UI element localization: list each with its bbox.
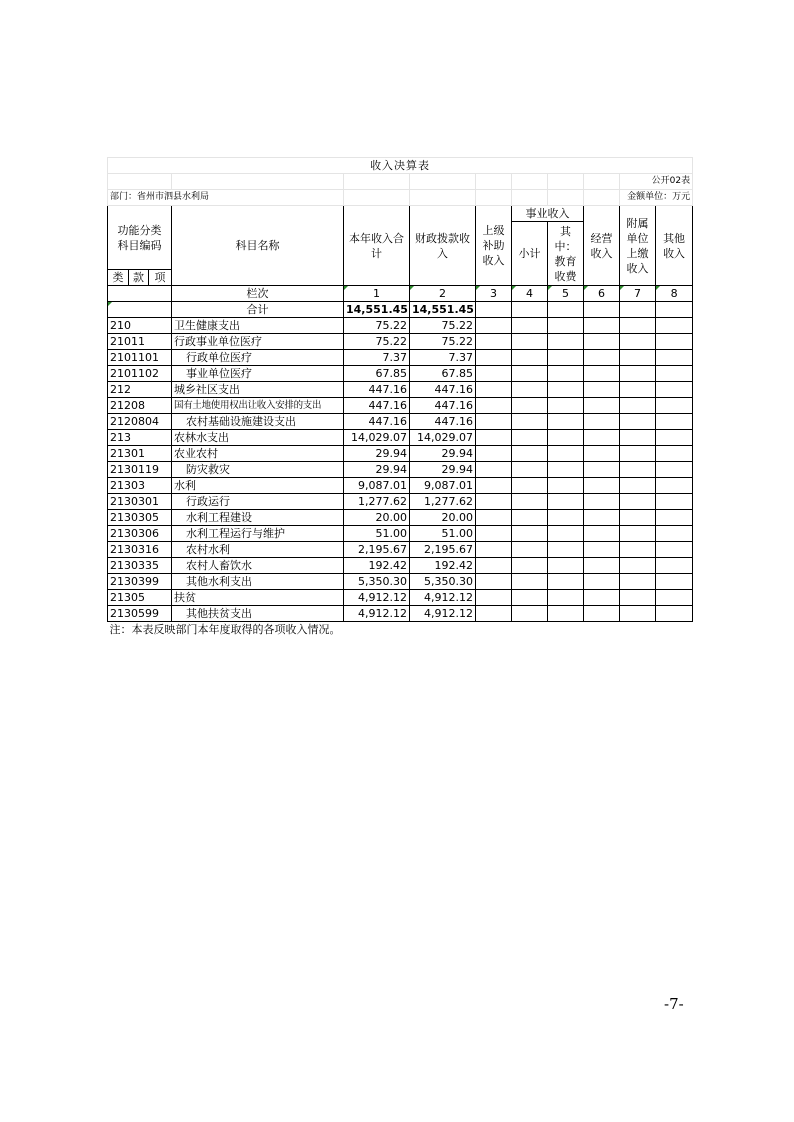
total-income: 4,912.12 (344, 590, 410, 606)
header-career-edu: 其中：教育收费 (548, 222, 584, 286)
total-income: 67.85 (344, 366, 410, 382)
total-income: 29.94 (344, 462, 410, 478)
empty-cell (512, 318, 548, 334)
subject-code: 213 (108, 430, 172, 446)
income-final-accounts-sheet (107, 157, 692, 637)
empty-cell (584, 590, 620, 606)
subject-name: 其他扶贫支出 (172, 606, 344, 622)
table-row (108, 478, 693, 494)
total-income: 192.42 (344, 558, 410, 574)
empty-cell (476, 318, 512, 334)
empty-cell (548, 574, 584, 590)
total-income: 75.22 (344, 334, 410, 350)
empty-cell (584, 574, 620, 590)
empty-cell (656, 542, 693, 558)
empty-cell (620, 590, 656, 606)
empty-cell (584, 526, 620, 542)
header-other: 其他收入 (656, 206, 693, 286)
empty-cell (476, 558, 512, 574)
empty-cell (584, 542, 620, 558)
column-label: 栏次 (172, 286, 344, 302)
fiscal-income: 9,087.01 (410, 478, 476, 494)
empty-cell (584, 510, 620, 526)
empty-cell (656, 590, 693, 606)
empty-cell (656, 414, 693, 430)
empty-cell (512, 414, 548, 430)
table-note: 注：本表反映部门本年度取得的各项收入情况。 (108, 622, 693, 638)
empty-cell (620, 574, 656, 590)
empty-cell (584, 366, 620, 382)
table-row (108, 526, 693, 542)
fiscal-income: 7.37 (410, 350, 476, 366)
empty-cell (548, 494, 584, 510)
subject-name: 水利工程建设 (172, 510, 344, 526)
empty-cell (512, 510, 548, 526)
empty-cell (476, 430, 512, 446)
subject-code: 2130399 (108, 574, 172, 590)
empty-cell (656, 478, 693, 494)
empty-cell (476, 606, 512, 622)
total-income: 2,195.67 (344, 542, 410, 558)
empty-cell (476, 574, 512, 590)
empty-cell (656, 494, 693, 510)
column-number: 6 (584, 286, 620, 302)
total-income: 9,087.01 (344, 478, 410, 494)
total-income: 447.16 (344, 398, 410, 414)
empty-cell (620, 366, 656, 382)
empty-cell (548, 606, 584, 622)
subject-name: 国有土地使用权出让收入安排的支出 (172, 398, 344, 414)
header-xiang: 项 (149, 270, 172, 286)
subject-name: 卫生健康支出 (172, 318, 344, 334)
empty-cell (512, 382, 548, 398)
column-number: 8 (656, 286, 693, 302)
table-row (108, 430, 693, 446)
fiscal-income: 4,912.12 (410, 606, 476, 622)
empty-cell (512, 398, 548, 414)
empty-cell (476, 494, 512, 510)
subject-code: 2130599 (108, 606, 172, 622)
subject-code: 2101102 (108, 366, 172, 382)
empty-cell (656, 398, 693, 414)
header-kuan: 款 (129, 270, 149, 286)
empty-cell (656, 350, 693, 366)
empty-cell (584, 334, 620, 350)
empty-cell (656, 366, 693, 382)
table-row (108, 382, 693, 398)
header-affiliated: 附属单位上缴收入 (620, 206, 656, 286)
fiscal-income: 29.94 (410, 446, 476, 462)
header-career: 事业收入 (512, 206, 584, 222)
fiscal-income: 4,912.12 (410, 590, 476, 606)
empty-cell (620, 446, 656, 462)
header-career-subtotal: 小计 (512, 222, 548, 286)
subject-code: 2120804 (108, 414, 172, 430)
subject-name: 农林水支出 (172, 430, 344, 446)
fiscal-income: 447.16 (410, 414, 476, 430)
empty-cell (512, 542, 548, 558)
empty-cell (548, 462, 584, 478)
subject-name: 农村基础设施建设支出 (172, 414, 344, 430)
empty-cell (476, 542, 512, 558)
empty-cell (584, 606, 620, 622)
unit-label: 金额单位：万元 (620, 190, 693, 206)
income-table (107, 157, 693, 637)
empty-cell (548, 382, 584, 398)
empty-cell (620, 318, 656, 334)
subject-name: 扶贫 (172, 590, 344, 606)
table-row (108, 606, 693, 622)
empty-cell (512, 462, 548, 478)
empty-cell (476, 462, 512, 478)
subject-code: 2101101 (108, 350, 172, 366)
table-row (108, 318, 693, 334)
fiscal-income: 5,350.30 (410, 574, 476, 590)
empty-cell (584, 350, 620, 366)
empty-cell (656, 526, 693, 542)
fiscal-income: 192.42 (410, 558, 476, 574)
empty-cell (656, 446, 693, 462)
empty-cell (584, 558, 620, 574)
subject-name: 其他水利支出 (172, 574, 344, 590)
empty-cell (620, 398, 656, 414)
empty-cell (584, 462, 620, 478)
table-row (108, 350, 693, 366)
table-row (108, 366, 693, 382)
total-income: 14,029.07 (344, 430, 410, 446)
column-number-row (108, 286, 693, 302)
subject-code: 2130305 (108, 510, 172, 526)
empty-cell (548, 590, 584, 606)
fiscal-income: 447.16 (410, 382, 476, 398)
fiscal-income: 67.85 (410, 366, 476, 382)
empty-cell (476, 366, 512, 382)
total-income: 5,350.30 (344, 574, 410, 590)
column-number: 7 (620, 286, 656, 302)
empty-cell (512, 478, 548, 494)
empty-cell (548, 318, 584, 334)
total-fiscal-value: 14,551.45 (410, 302, 476, 318)
subject-name: 行政事业单位医疗 (172, 334, 344, 350)
table-row (108, 574, 693, 590)
header-subsidy: 上级补助收入 (476, 206, 512, 286)
fiscal-income: 75.22 (410, 318, 476, 334)
empty-cell (548, 526, 584, 542)
table-row (108, 462, 693, 478)
total-income: 1,277.62 (344, 494, 410, 510)
total-income: 4,912.12 (344, 606, 410, 622)
empty-cell (512, 430, 548, 446)
empty-cell (656, 510, 693, 526)
fiscal-income: 29.94 (410, 462, 476, 478)
table-row (108, 398, 693, 414)
empty-cell (548, 414, 584, 430)
form-code: 公开02表 (620, 174, 693, 190)
subject-name: 事业单位医疗 (172, 366, 344, 382)
empty-cell (584, 494, 620, 510)
empty-cell (584, 318, 620, 334)
subject-code: 21011 (108, 334, 172, 350)
empty-cell (620, 350, 656, 366)
header-lei: 类 (108, 270, 129, 286)
empty-cell (476, 350, 512, 366)
empty-cell (548, 398, 584, 414)
total-income: 447.16 (344, 414, 410, 430)
department-label: 部门：省州市泗县水利局 (108, 190, 344, 206)
table-row (108, 590, 693, 606)
total-label: 合计 (172, 302, 344, 318)
subject-code: 2130119 (108, 462, 172, 478)
fiscal-income: 1,277.62 (410, 494, 476, 510)
empty-cell (620, 430, 656, 446)
fiscal-income: 14,029.07 (410, 430, 476, 446)
empty-cell (512, 494, 548, 510)
empty-cell (476, 398, 512, 414)
empty-cell (620, 542, 656, 558)
empty-cell (548, 350, 584, 366)
subject-name: 行政运行 (172, 494, 344, 510)
column-number: 2 (410, 286, 476, 302)
empty-cell (512, 350, 548, 366)
total-income: 447.16 (344, 382, 410, 398)
empty-cell (620, 510, 656, 526)
empty-cell (512, 334, 548, 350)
subject-code: 21301 (108, 446, 172, 462)
total-income: 51.00 (344, 526, 410, 542)
subject-name: 防灾救灾 (172, 462, 344, 478)
subject-name: 农业农村 (172, 446, 344, 462)
empty-cell (476, 590, 512, 606)
subject-code: 21208 (108, 398, 172, 414)
subject-name: 行政单位医疗 (172, 350, 344, 366)
empty-cell (656, 318, 693, 334)
empty-cell (512, 574, 548, 590)
empty-cell (548, 510, 584, 526)
empty-cell (476, 414, 512, 430)
empty-cell (476, 334, 512, 350)
subject-code: 2130301 (108, 494, 172, 510)
empty-cell (620, 558, 656, 574)
subject-code: 2130306 (108, 526, 172, 542)
empty-cell (548, 430, 584, 446)
fiscal-income: 2,195.67 (410, 542, 476, 558)
empty-cell (512, 526, 548, 542)
empty-cell (620, 494, 656, 510)
empty-cell (620, 462, 656, 478)
total-row (108, 302, 693, 318)
empty-cell (548, 366, 584, 382)
empty-cell (656, 606, 693, 622)
subject-name: 水利 (172, 478, 344, 494)
subject-code: 21305 (108, 590, 172, 606)
column-number: 4 (512, 286, 548, 302)
empty-cell (512, 590, 548, 606)
table-row (108, 510, 693, 526)
header-total: 本年收入合计 (344, 206, 410, 286)
empty-cell (476, 382, 512, 398)
subject-code: 2130316 (108, 542, 172, 558)
table-row (108, 446, 693, 462)
empty-cell (548, 558, 584, 574)
empty-cell (584, 398, 620, 414)
empty-cell (512, 606, 548, 622)
empty-cell (548, 542, 584, 558)
empty-cell (548, 446, 584, 462)
empty-cell (620, 382, 656, 398)
empty-cell (512, 366, 548, 382)
subject-name: 农村水利 (172, 542, 344, 558)
empty-cell (476, 526, 512, 542)
empty-cell (584, 382, 620, 398)
total-income-value: 14,551.45 (344, 302, 410, 318)
empty-cell (620, 526, 656, 542)
empty-cell (584, 414, 620, 430)
total-income: 7.37 (344, 350, 410, 366)
empty-cell (584, 478, 620, 494)
subject-code: 21303 (108, 478, 172, 494)
empty-cell (584, 446, 620, 462)
total-income: 20.00 (344, 510, 410, 526)
empty-cell (512, 558, 548, 574)
empty-cell (620, 606, 656, 622)
table-row (108, 414, 693, 430)
subject-name: 城乡社区支出 (172, 382, 344, 398)
empty-cell (620, 334, 656, 350)
empty-cell (476, 446, 512, 462)
subject-code: 212 (108, 382, 172, 398)
empty-cell (656, 574, 693, 590)
empty-cell (548, 478, 584, 494)
fiscal-income: 447.16 (410, 398, 476, 414)
empty-cell (620, 478, 656, 494)
empty-cell (656, 462, 693, 478)
empty-cell (656, 334, 693, 350)
table-row (108, 334, 693, 350)
empty-cell (476, 510, 512, 526)
empty-cell (656, 382, 693, 398)
subject-code: 2130335 (108, 558, 172, 574)
header-subject-name: 科目名称 (172, 206, 344, 286)
empty-cell (656, 558, 693, 574)
empty-cell (548, 334, 584, 350)
fiscal-income: 20.00 (410, 510, 476, 526)
fiscal-income: 75.22 (410, 334, 476, 350)
subject-code: 210 (108, 318, 172, 334)
table-row (108, 542, 693, 558)
fiscal-income: 51.00 (410, 526, 476, 542)
empty-cell (656, 430, 693, 446)
page-number: -7- (664, 995, 684, 1013)
table-row (108, 558, 693, 574)
header-func-code: 功能分类科目编码 (108, 206, 172, 270)
table-title: 收入决算表 (108, 158, 693, 174)
column-number: 3 (476, 286, 512, 302)
empty-cell (620, 414, 656, 430)
column-number: 5 (548, 286, 584, 302)
total-income: 29.94 (344, 446, 410, 462)
empty-cell (512, 446, 548, 462)
header-fiscal: 财政拨款收入 (410, 206, 476, 286)
total-income: 75.22 (344, 318, 410, 334)
column-number: 1 (344, 286, 410, 302)
table-row (108, 494, 693, 510)
header-operating: 经营收入 (584, 206, 620, 286)
subject-name: 水利工程运行与维护 (172, 526, 344, 542)
empty-cell (476, 478, 512, 494)
empty-cell (584, 430, 620, 446)
subject-name: 农村人畜饮水 (172, 558, 344, 574)
